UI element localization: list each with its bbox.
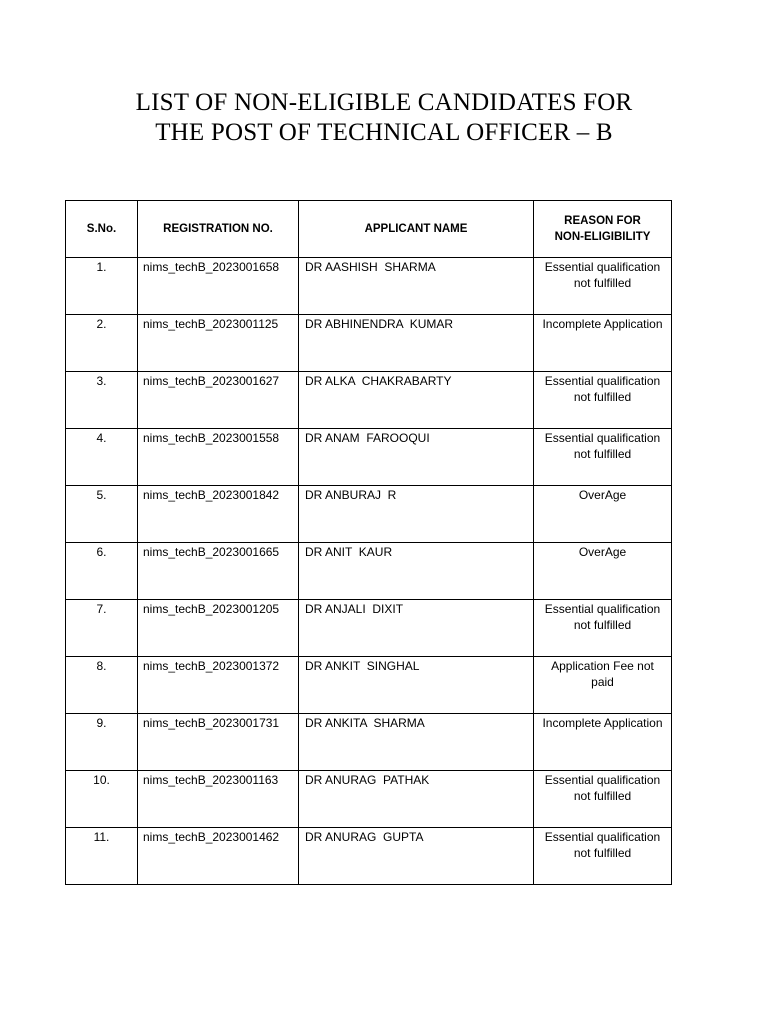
cell-reason: Essential qualification not fulfilled	[534, 258, 672, 315]
header-reason	[534, 201, 672, 258]
cell-reason: Application Fee not paid	[534, 657, 672, 714]
table-row	[66, 828, 672, 885]
table-row	[66, 657, 672, 714]
header-sno: S.No.	[66, 201, 138, 258]
header-applicant-name: APPLICANT NAME	[299, 201, 534, 258]
table-row	[66, 315, 672, 372]
cell-sno: 10.	[66, 771, 138, 828]
title-line-2: THE POST OF TECHNICAL OFFICER – B	[155, 119, 613, 146]
table-row	[66, 600, 672, 657]
table-row	[66, 486, 672, 543]
table-row	[66, 714, 672, 771]
cell-applicant-name: DR ANKIT SINGHAL	[299, 657, 534, 714]
cell-registration: nims_techB_2023001731	[138, 714, 299, 771]
table-row	[66, 543, 672, 600]
cell-sno: 9.	[66, 714, 138, 771]
cell-applicant-name: DR ANKITA SHARMA	[299, 714, 534, 771]
cell-reason: OverAge	[534, 486, 672, 543]
cell-reason: Essential qualification not fulfilled	[534, 771, 672, 828]
table-row	[66, 258, 672, 315]
cell-sno: 3.	[66, 372, 138, 429]
header-registration: REGISTRATION NO.	[138, 201, 299, 258]
table-header-row	[66, 201, 672, 258]
cell-reason: Incomplete Application	[534, 714, 672, 771]
cell-reason: Essential qualification not fulfilled	[534, 429, 672, 486]
cell-applicant-name: DR ANJALI DIXIT	[299, 600, 534, 657]
cell-applicant-name: DR ANBURAJ R	[299, 486, 534, 543]
header-reason-line-1: REASON FOR	[564, 215, 641, 227]
cell-registration: nims_techB_2023001125	[138, 315, 299, 372]
table-row	[66, 429, 672, 486]
cell-registration: nims_techB_2023001842	[138, 486, 299, 543]
cell-applicant-name: DR ANURAG PATHAK	[299, 771, 534, 828]
cell-applicant-name: DR ALKA CHAKRABARTY	[299, 372, 534, 429]
cell-applicant-name: DR ANIT KAUR	[299, 543, 534, 600]
cell-sno: 11.	[66, 828, 138, 885]
cell-applicant-name: DR ANURAG GUPTA	[299, 828, 534, 885]
table-row	[66, 771, 672, 828]
cell-registration: nims_techB_2023001627	[138, 372, 299, 429]
cell-registration: nims_techB_2023001163	[138, 771, 299, 828]
cell-registration: nims_techB_2023001205	[138, 600, 299, 657]
cell-registration: nims_techB_2023001658	[138, 258, 299, 315]
header-reason-line-2: NON-ELIGIBILITY	[554, 231, 651, 243]
cell-sno: 5.	[66, 486, 138, 543]
cell-reason: Essential qualification not fulfilled	[534, 828, 672, 885]
cell-sno: 2.	[66, 315, 138, 372]
cell-reason: Essential qualification not fulfilled	[534, 600, 672, 657]
cell-registration: nims_techB_2023001558	[138, 429, 299, 486]
title-line-1: LIST OF NON-ELIGIBLE CANDIDATES FOR	[135, 89, 633, 116]
page-title	[0, 88, 768, 148]
cell-registration: nims_techB_2023001665	[138, 543, 299, 600]
cell-sno: 7.	[66, 600, 138, 657]
cell-reason: OverAge	[534, 543, 672, 600]
cell-registration: nims_techB_2023001462	[138, 828, 299, 885]
cell-applicant-name: DR AASHISH SHARMA	[299, 258, 534, 315]
table-row	[66, 372, 672, 429]
cell-applicant-name: DR ABHINENDRA KUMAR	[299, 315, 534, 372]
cell-sno: 4.	[66, 429, 138, 486]
non-eligible-candidates-table	[65, 200, 672, 885]
cell-reason: Essential qualification not fulfilled	[534, 372, 672, 429]
cell-applicant-name: DR ANAM FAROOQUI	[299, 429, 534, 486]
cell-sno: 1.	[66, 258, 138, 315]
cell-sno: 6.	[66, 543, 138, 600]
cell-sno: 8.	[66, 657, 138, 714]
cell-reason: Incomplete Application	[534, 315, 672, 372]
cell-registration: nims_techB_2023001372	[138, 657, 299, 714]
